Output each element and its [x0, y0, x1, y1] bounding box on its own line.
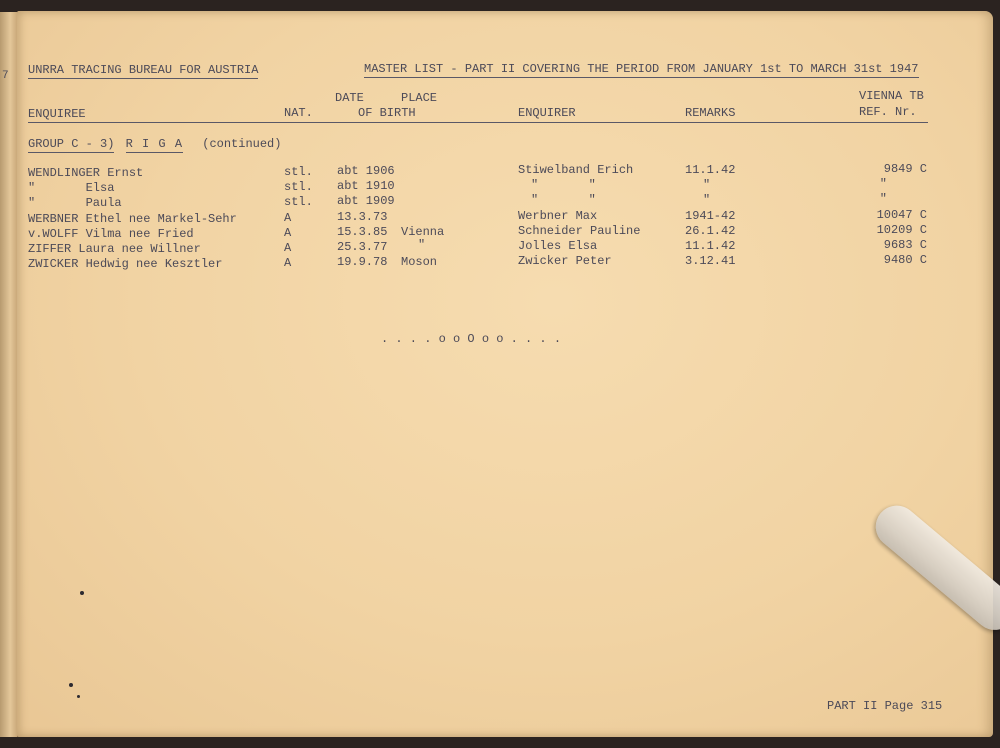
nationality-cell: stl. [284, 180, 313, 194]
column-ref-top: VIENNA TB [859, 89, 924, 103]
remarks-cell: 26.1.42 [685, 224, 736, 238]
reference-cell: " [879, 177, 887, 191]
birth-date-cell: abt 1909 [337, 194, 395, 208]
group-note: (continued) [202, 137, 282, 151]
enquiree-cell: ZIFFER Laura nee Willner [28, 242, 201, 256]
typed-page [17, 11, 993, 737]
nationality-cell: A [284, 256, 292, 270]
end-of-section-marker: . . . . o o O o o . . . . [381, 332, 562, 346]
birth-date-cell: abt 1910 [337, 179, 395, 193]
reference-cell: " [879, 192, 887, 206]
birth-place-cell: " [418, 238, 426, 252]
column-enquiree: ENQUIREE [28, 107, 86, 121]
enquiree-cell: v.WOLFF Vilma nee Fried [28, 227, 194, 241]
group-label: GROUP C - 3) [28, 137, 115, 151]
reference-cell: 9683 C [883, 238, 927, 252]
birth-place-cell: Moson [401, 255, 438, 269]
remarks-cell: " [703, 193, 711, 207]
remarks-cell: 3.12.41 [685, 254, 736, 268]
header-rule [28, 122, 928, 123]
remarks-cell: 1941-42 [685, 209, 736, 223]
paper-speck [77, 695, 80, 698]
enquirer-cell: " " [531, 193, 596, 207]
birth-place-cell: Vienna [401, 225, 445, 239]
nationality-cell: A [284, 226, 292, 240]
left-page-number: 7 [2, 70, 9, 82]
remarks-cell: " [703, 178, 711, 192]
nationality-cell: A [284, 211, 292, 225]
enquiree-cell: ZWICKER Hedwig nee Kesztler [28, 257, 223, 271]
paper-speck [69, 683, 73, 687]
page-number-footer: PART II Page 315 [827, 699, 943, 713]
enquiree-cell: WENDLINGER Ernst [28, 166, 144, 180]
enquiree-cell: " Elsa [28, 181, 115, 195]
reference-cell: 10209 C [876, 223, 927, 237]
reference-cell: 9849 C [883, 162, 927, 176]
column-enquirer: ENQUIRER [518, 106, 576, 120]
column-place-top: PLACE [401, 91, 438, 105]
enquirer-cell: Jolles Elsa [518, 239, 598, 253]
column-remarks: REMARKS [685, 106, 736, 120]
birth-date-cell: 25.3.77 [337, 240, 388, 254]
enquirer-cell: " " [531, 178, 596, 192]
birth-date-cell: 13.3.73 [337, 210, 388, 224]
group-place: R I G A [125, 137, 184, 151]
enquirer-cell: Schneider Pauline [518, 224, 641, 238]
reference-cell: 10047 C [876, 208, 927, 222]
remarks-cell: 11.1.42 [685, 239, 736, 253]
nationality-cell: stl. [284, 165, 313, 179]
left-page-edge [0, 12, 18, 737]
birth-date-cell: abt 1906 [337, 164, 395, 178]
birth-date-cell: 19.9.78 [337, 255, 388, 269]
enquiree-cell: WERBNER Ethel nee Markel-Sehr [28, 212, 237, 226]
column-date-top: DATE [335, 91, 364, 105]
remarks-cell: 11.1.42 [685, 163, 736, 177]
enquiree-cell: " Paula [28, 196, 122, 210]
column-nat: NAT. [284, 106, 313, 120]
birth-date-cell: 15.3.85 [337, 225, 388, 239]
list-title: MASTER LIST - PART II COVERING THE PERIOD FROM JANUARY 1st TO MARCH 31st 1947 [364, 62, 919, 76]
enquirer-cell: Zwicker Peter [518, 254, 612, 268]
column-of-birth: OF BIRTH [358, 106, 416, 120]
group-heading [28, 137, 281, 151]
enquirer-cell: Werbner Max [518, 209, 598, 223]
nationality-cell: stl. [284, 195, 313, 209]
reference-cell: 9480 C [883, 253, 927, 267]
paper-speck [80, 591, 84, 595]
column-ref-bottom: REF. Nr. [859, 105, 917, 119]
enquirer-cell: Stiwelband Erich [518, 163, 634, 177]
nationality-cell: A [284, 241, 292, 255]
organization-title: UNRRA TRACING BUREAU FOR AUSTRIA [28, 63, 259, 77]
